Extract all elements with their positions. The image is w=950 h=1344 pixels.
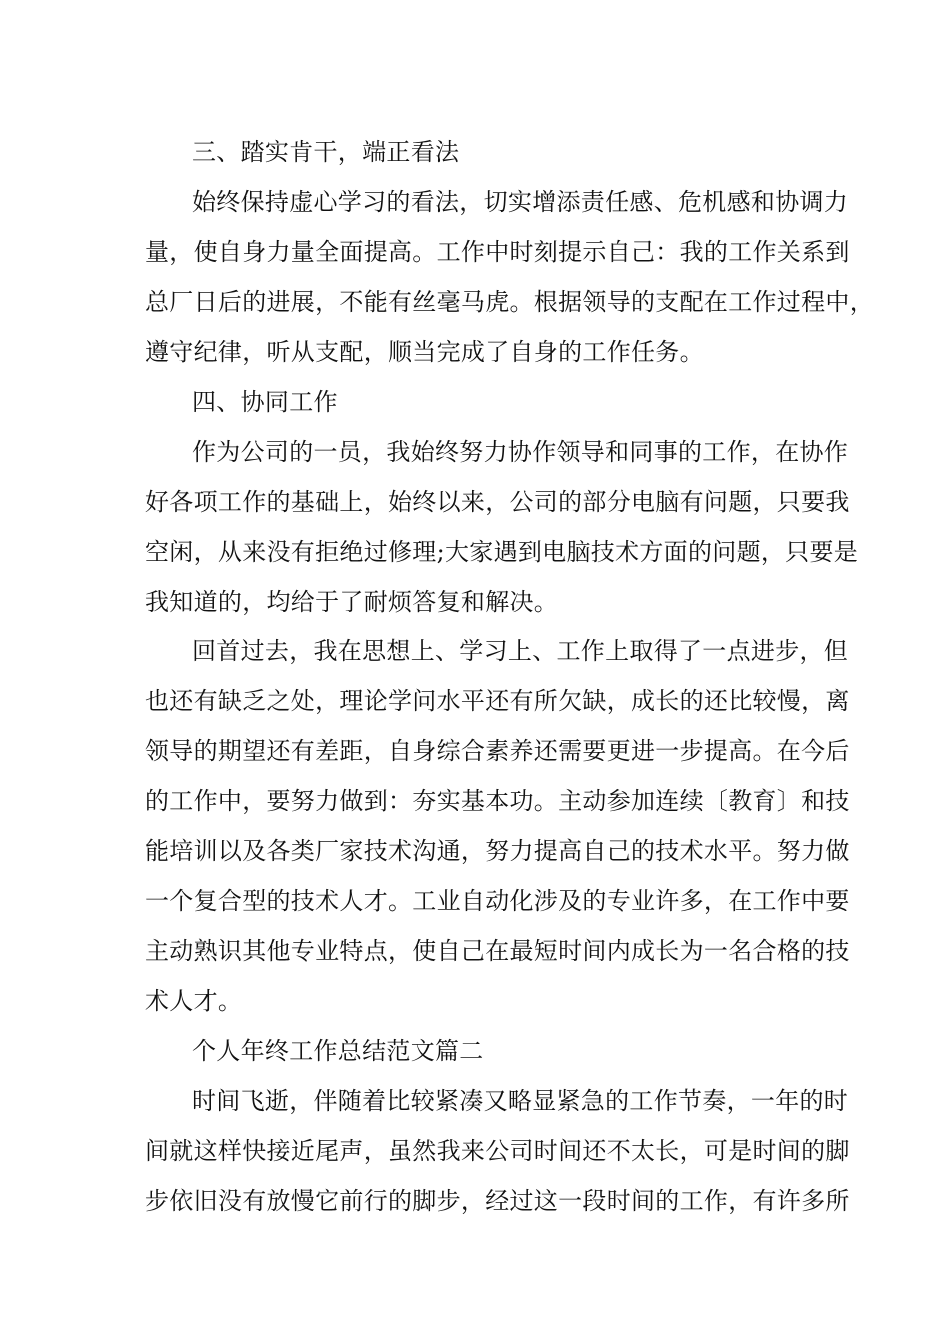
- paragraph-line: 作为公司的一员，我始终努力协作领导和同事的工作，在协作: [192, 438, 849, 466]
- article-heading: 个人年终工作总结范文篇二: [192, 1037, 484, 1065]
- paragraph-line: 我知道的，均给于了耐烦答复和解决。: [145, 588, 559, 616]
- paragraph-line: 术人才。: [145, 987, 243, 1015]
- paragraph-line: 领导的期望还有差距，自身综合素养还需要更进一步提高。在今后: [145, 737, 850, 765]
- paragraph-line: 一个复合型的技术人才。工业自动化涉及的专业许多，在工作中要: [145, 887, 850, 915]
- paragraph-line: 空闲，从来没有拒绝过修理;大家遇到电脑技术方面的问题，只要是: [145, 538, 859, 566]
- section-heading: 四、协同工作: [192, 388, 338, 416]
- paragraph-line: 能培训以及各类厂家技术沟通，努力提高自己的技术水平。努力做: [145, 837, 850, 865]
- paragraph-line: 主动熟识其他专业特点，使自己在最短时间内成长为一名合格的技: [145, 937, 850, 965]
- paragraph-line: 总厂日后的进展，不能有丝毫马虎。根据领导的支配在工作过程中，: [145, 288, 874, 316]
- paragraph-line: 间就这样快接近尾声，虽然我来公司时间还不太长，可是时间的脚: [145, 1137, 850, 1165]
- paragraph-line: 的工作中，要努力做到：夯实基本功。主动参加连续〔教育〕和技: [145, 787, 850, 815]
- paragraph-line: 步依旧没有放慢它前行的脚步，经过这一段时间的工作，有许多所: [145, 1187, 850, 1215]
- paragraph-line: 量，使自身力量全面提高。工作中时刻提示自己：我的工作关系到: [145, 238, 850, 266]
- paragraph-line: 回首过去，我在思想上、学习上、工作上取得了一点进步，但: [192, 637, 849, 665]
- paragraph-line: 时间飞逝，伴随着比较紧凑又略显紧急的工作节奏，一年的时: [192, 1087, 849, 1115]
- paragraph-line: 始终保持虚心学习的看法，切实增添责任感、危机感和协调力: [192, 188, 849, 216]
- paragraph-line: 好各项工作的基础上，始终以来，公司的部分电脑有问题，只要我: [145, 488, 850, 516]
- section-heading: 三、踏实肯干，端正看法: [192, 138, 460, 166]
- paragraph-line: 遵守纪律，听从支配，顺当完成了自身的工作任务。: [145, 338, 704, 366]
- paragraph-line: 也还有缺乏之处，理论学问水平还有所欠缺，成长的还比较慢，离: [145, 687, 850, 715]
